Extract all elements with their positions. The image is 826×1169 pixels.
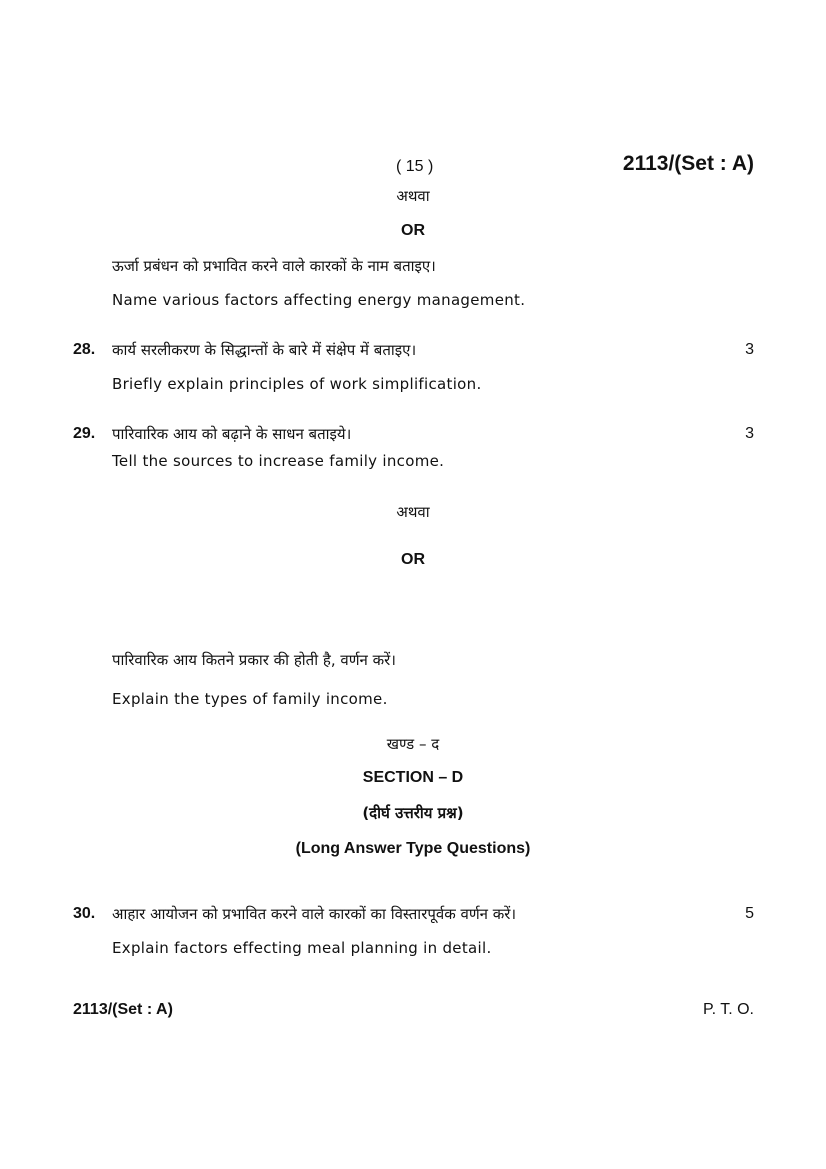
question-28-marks: 3 <box>745 341 754 358</box>
please-turn-over: P. T. O. <box>703 1001 754 1018</box>
or-hindi: अथवा <box>396 503 430 521</box>
paper-code-footer: 2113/(Set : A) <box>73 1001 173 1018</box>
question-30-number: 30. <box>73 905 96 922</box>
alt-question-29-english: Explain the types of family income. <box>112 690 388 708</box>
question-30-english: Explain factors effecting meal planning in detail. <box>112 939 492 957</box>
section-subheading-hindi: (दीर्घ उत्तरीय प्रश्न) <box>362 804 464 822</box>
question-29-english: Tell the sources to increase family income. <box>112 452 445 470</box>
question-29-hindi: पारिवारिक आय को बढ़ाने के साधन बताइये। <box>112 425 352 443</box>
paper-code-header: 2113/(Set : A) <box>622 152 754 175</box>
question-29-number: 29. <box>73 425 96 442</box>
or-hindi: अथवा <box>396 187 430 205</box>
or-english: OR <box>401 551 425 568</box>
section-heading-english: SECTION – D <box>362 769 464 786</box>
alt-question-29-hindi: पारिवारिक आय कितने प्रकार की होती है, वर्णन करें। <box>112 651 396 669</box>
question-28-english: Briefly explain principles of work simplification. <box>112 375 482 393</box>
section-heading-hindi: खण्ड – द <box>386 735 440 753</box>
question-30-hindi: आहार आयोजन को प्रभावित करने वाले कारकों का विस्तारपूर्वक वर्णन करें। <box>112 905 517 923</box>
question-28-number: 28. <box>73 341 96 358</box>
alt-question-27-english: Name various factors affecting energy management. <box>112 291 526 309</box>
alt-question-27-hindi: ऊर्जा प्रबंधन को प्रभावित करने वाले कारकों के नाम बताइए। <box>112 257 436 275</box>
question-28-hindi: कार्य सरलीकरण के सिद्धान्तों के बारे में संक्षेप में बताइए। <box>112 341 417 359</box>
or-english: OR <box>401 222 425 239</box>
question-29-marks: 3 <box>745 425 754 442</box>
question-30-marks: 5 <box>745 905 754 922</box>
section-subheading-english: (Long Answer Type Questions) <box>295 840 531 857</box>
page-number: ( 15 ) <box>396 158 434 175</box>
